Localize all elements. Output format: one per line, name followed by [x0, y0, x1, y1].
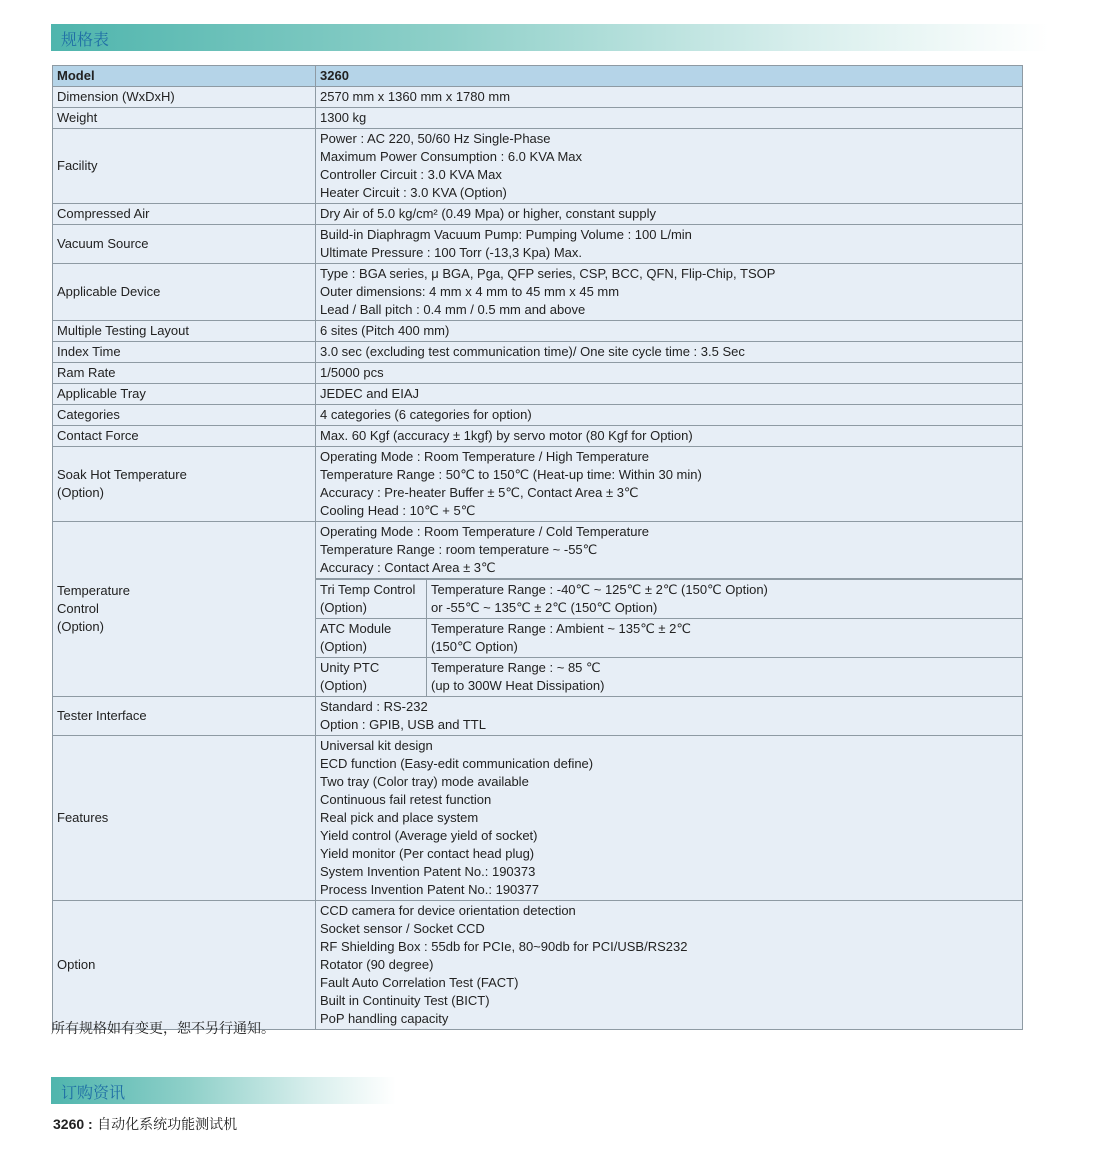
sub-row-label-line: Unity PTC — [320, 660, 380, 675]
table-row — [53, 321, 1023, 342]
row-value-line: Dry Air of 5.0 kg/cm² (0.49 Mpa) or higher, constant supply — [320, 206, 656, 221]
row-label — [53, 447, 316, 522]
order-section-title: 订购资讯 — [61, 1083, 126, 1102]
table-row — [53, 87, 1023, 108]
row-label-line: Vacuum Source — [57, 236, 149, 251]
row-value-line: 1/5000 pcs — [320, 365, 384, 380]
row-value-line: Lead / Ball pitch : 0.4 mm / 0.5 mm and above — [320, 302, 586, 317]
row-value-line: RF Shielding Box : 55db for PCIe, 80~90db for PCI/USB/RS232 — [320, 939, 688, 954]
order-model: 3260 : — [53, 1116, 93, 1132]
row-value-line: Rotator (90 degree) — [320, 957, 434, 972]
row-label — [53, 697, 316, 736]
row-label-line: Control — [57, 601, 99, 616]
row-label — [53, 405, 316, 426]
sub-row-value-line: Temperature Range : Ambient ~ 135℃ ± 2℃ — [431, 621, 691, 636]
row-label — [53, 321, 316, 342]
row-value-line: Outer dimensions: 4 mm x 4 mm to 45 mm x 45 mm — [320, 284, 620, 299]
order-section-header — [51, 1077, 396, 1104]
row-label-line: Soak Hot Temperature — [57, 467, 187, 482]
row-label-line: Features — [57, 810, 109, 825]
row-label — [53, 204, 316, 225]
row-label — [53, 108, 316, 129]
sub-row-label-line: Tri Temp Control — [320, 582, 416, 597]
row-label-line: Compressed Air — [57, 206, 150, 221]
table-row — [53, 522, 1023, 579]
row-label — [53, 225, 316, 264]
row-value-line: Fault Auto Correlation Test (FACT) — [320, 975, 519, 990]
table-row — [53, 447, 1023, 522]
row-value-line: Maximum Power Consumption : 6.0 KVA Max — [320, 149, 583, 164]
sub-row-value-line: (150℃ Option) — [431, 639, 518, 654]
row-label-line: Option — [57, 957, 96, 972]
table-row — [53, 405, 1023, 426]
table-header-row — [53, 66, 1023, 87]
row-label — [53, 342, 316, 363]
row-label — [53, 736, 316, 901]
row-value — [316, 426, 1023, 447]
row-value — [316, 697, 1023, 736]
row-label — [53, 129, 316, 204]
row-value-line: Ultimate Pressure : 100 Torr (-13,3 Kpa) Max. — [320, 245, 583, 260]
order-description: 自动化系统功能测试机 — [97, 1117, 238, 1133]
row-label — [53, 384, 316, 405]
sub-row-label — [316, 658, 427, 697]
row-value-line: JEDEC and EIAJ — [320, 386, 419, 401]
row-label-line: (Option) — [57, 485, 104, 500]
sub-row-value-line: or -55℃ ~ 135℃ ± 2℃ (150℃ Option) — [431, 600, 658, 615]
row-value-line: Socket sensor / Socket CCD — [320, 921, 485, 936]
sub-row-value-line: (up to 300W Heat Dissipation) — [431, 678, 605, 693]
row-value-line: Controller Circuit : 3.0 KVA Max — [320, 167, 502, 182]
row-value-line: Temperature Range : room temperature ~ -55℃ — [320, 542, 598, 557]
row-value-line: Temperature Range : 50℃ to 150℃ (Heat-up time: Within 30 min) — [320, 467, 702, 482]
row-label-line: Ram Rate — [57, 365, 116, 380]
row-label — [53, 426, 316, 447]
row-label — [53, 363, 316, 384]
row-label-line: Weight — [57, 110, 98, 125]
row-label-line: Contact Force — [57, 428, 139, 443]
row-label — [53, 264, 316, 321]
table-row — [53, 363, 1023, 384]
row-value-line: System Invention Patent No.: 190373 — [320, 864, 536, 879]
sub-table-cell — [316, 579, 1023, 697]
row-value — [316, 204, 1023, 225]
spec-table — [52, 65, 1023, 1030]
row-value-line: Accuracy : Pre-heater Buffer ± 5℃, Contact Area ± 3℃ — [320, 485, 639, 500]
sub-table-row — [316, 619, 1022, 658]
spec-section-header — [51, 24, 1049, 51]
row-value — [316, 736, 1023, 901]
sub-row-label-line: (Option) — [320, 678, 367, 693]
row-value-line: Option : GPIB, USB and TTL — [320, 717, 486, 732]
disclaimer-note: 所有规格如有变更，恕不另行通知。 — [51, 1021, 275, 1037]
sub-row-value — [427, 619, 1023, 658]
row-label-line: Applicable Device — [57, 284, 161, 299]
row-value-line: 3.0 sec (excluding test communication time)/ One site cycle time : 3.5 Sec — [320, 344, 745, 359]
row-value-line: Yield monitor (Per contact head plug) — [320, 846, 535, 861]
sub-row-label-line: ATC Module — [320, 621, 392, 636]
row-value-line: Real pick and place system — [320, 810, 479, 825]
row-value-line: Two tray (Color tray) mode available — [320, 774, 529, 789]
row-value-line: 2570 mm x 1360 mm x 1780 mm — [320, 89, 511, 104]
sub-row-label-line: (Option) — [320, 600, 367, 615]
row-value — [316, 342, 1023, 363]
row-value-line: Operating Mode : Room Temperature / Cold Temperature — [320, 524, 650, 539]
sub-table — [316, 579, 1022, 696]
row-value-line: Max. 60 Kgf (accuracy ± 1kgf) by servo motor (80 Kgf for Option) — [320, 428, 693, 443]
row-label-line: Tester Interface — [57, 708, 147, 723]
row-value-line: Cooling Head : 10℃ + 5℃ — [320, 503, 476, 518]
table-row — [53, 901, 1023, 1030]
row-label — [53, 87, 316, 108]
row-value — [316, 363, 1023, 384]
table-row — [53, 342, 1023, 363]
row-value-line: 1300 kg — [320, 110, 367, 125]
row-label-line: Categories — [57, 407, 120, 422]
row-value — [316, 225, 1023, 264]
row-value-line: Continuous fail retest function — [320, 792, 492, 807]
row-label — [53, 901, 316, 1030]
row-value-line: Built in Continuity Test (BICT) — [320, 993, 490, 1008]
sub-row-label-line: (Option) — [320, 639, 367, 654]
row-value-line: Power : AC 220, 50/60 Hz Single-Phase — [320, 131, 551, 146]
row-value — [316, 321, 1023, 342]
sub-row-value-line: Temperature Range : -40℃ ~ 125℃ ± 2℃ (150℃ Option) — [431, 582, 768, 597]
row-label-line: Dimension (WxDxH) — [57, 89, 175, 104]
table-row — [53, 384, 1023, 405]
spec-section-title: 规格表 — [61, 30, 110, 49]
row-label-line: Index Time — [57, 344, 121, 359]
table-row — [53, 736, 1023, 901]
row-value — [316, 447, 1023, 522]
row-value-line: Process Invention Patent No.: 190377 — [320, 882, 539, 897]
row-value-line: Yield control (Average yield of socket) — [320, 828, 538, 843]
row-value-line: PoP handling capacity — [320, 1011, 449, 1026]
row-value-line: Operating Mode : Room Temperature / High Temperature — [320, 449, 650, 464]
row-value — [316, 522, 1023, 579]
row-value — [316, 384, 1023, 405]
table-row — [53, 129, 1023, 204]
row-value — [316, 87, 1023, 108]
sub-table-row — [316, 580, 1022, 619]
row-label-line: Facility — [57, 158, 98, 173]
row-value-line: Type : BGA series, μ BGA, Pga, QFP series, CSP, BCC, QFN, Flip-Chip, TSOP — [320, 266, 776, 281]
table-row — [53, 426, 1023, 447]
model-value: 3260 — [316, 66, 1023, 87]
row-value — [316, 405, 1023, 426]
row-value-line: Standard : RS-232 — [320, 699, 428, 714]
row-value-line: Accuracy : Contact Area ± 3℃ — [320, 560, 496, 575]
sub-row-value — [427, 658, 1023, 697]
table-row — [53, 108, 1023, 129]
row-value-line: ECD function (Easy-edit communication define) — [320, 756, 594, 771]
row-value — [316, 901, 1023, 1030]
row-value-line: 6 sites (Pitch 400 mm) — [320, 323, 450, 338]
row-value — [316, 264, 1023, 321]
row-label-line: (Option) — [57, 619, 104, 634]
row-label-line: Temperature — [57, 583, 130, 598]
model-label: Model — [53, 66, 316, 87]
row-value-line: Heater Circuit : 3.0 KVA (Option) — [320, 185, 507, 200]
table-row — [53, 225, 1023, 264]
sub-row-value — [427, 580, 1023, 619]
row-value — [316, 108, 1023, 129]
row-value — [316, 129, 1023, 204]
row-value-line: CCD camera for device orientation detection — [320, 903, 576, 918]
table-row — [53, 264, 1023, 321]
row-label-line: Applicable Tray — [57, 386, 146, 401]
order-info — [53, 1114, 237, 1134]
sub-row-value-line: Temperature Range : ~ 85 ℃ — [431, 660, 601, 675]
sub-table-row — [316, 658, 1022, 697]
row-value-line: Universal kit design — [320, 738, 433, 753]
row-label — [53, 522, 316, 697]
sub-row-label — [316, 580, 427, 619]
row-value-line: 4 categories (6 categories for option) — [320, 407, 532, 422]
table-row — [53, 697, 1023, 736]
table-row — [53, 204, 1023, 225]
sub-row-label — [316, 619, 427, 658]
row-value-line: Build-in Diaphragm Vacuum Pump: Pumping Volume : 100 L/min — [320, 227, 692, 242]
row-label-line: Multiple Testing Layout — [57, 323, 190, 338]
